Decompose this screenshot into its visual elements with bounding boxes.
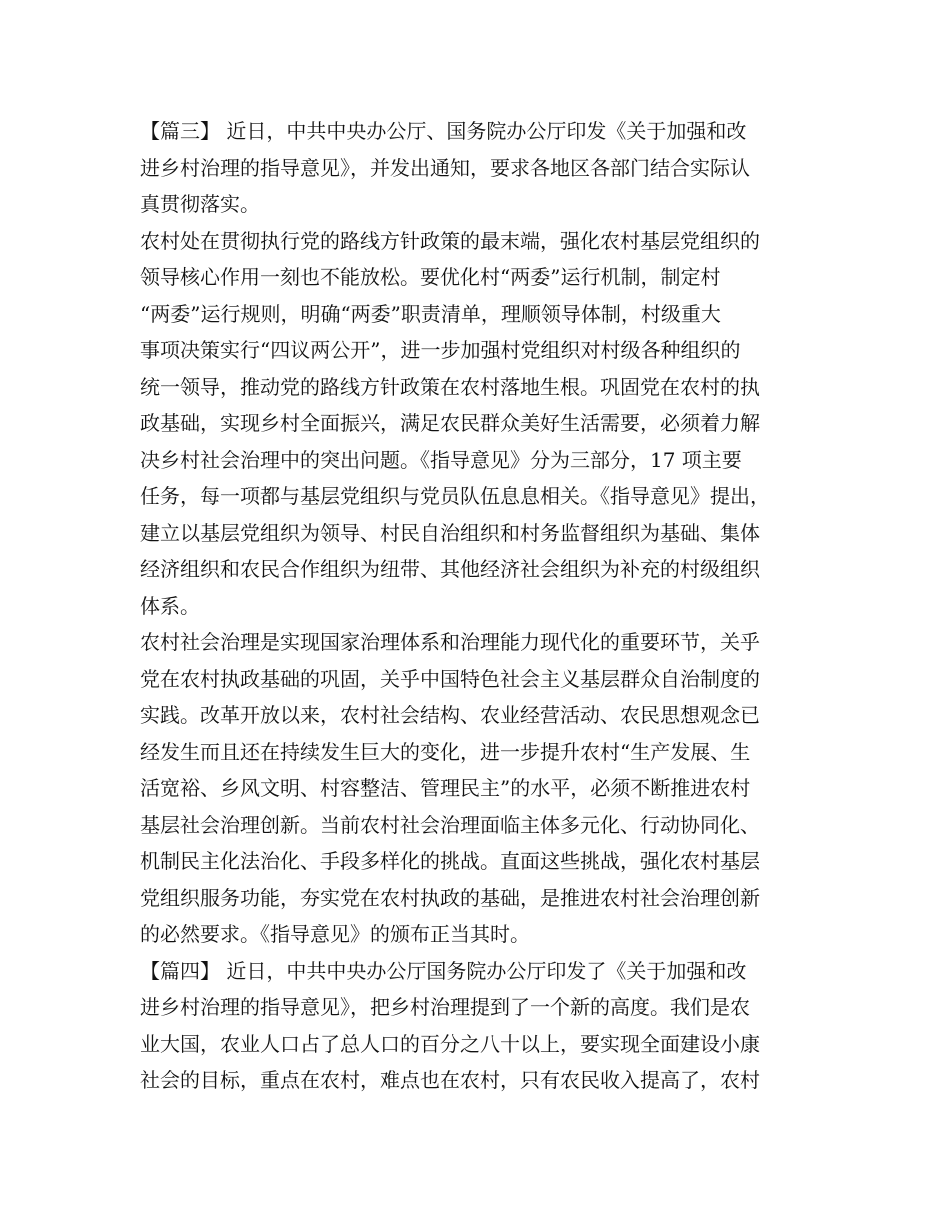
paragraph-section-four-intro [140,953,820,1099]
text-line: 党组织服务功能，夯实党在农村执政的基础，是推进农村社会治理创新 [140,885,760,910]
text-line: 机制民主化法治化、手段多样化的挑战。直面这些挑战，强化农村基层 [140,849,760,873]
text-line: “两委”运行规则，明确“两委”职责清单，理顺领导体制，村级重大 [140,301,721,326]
text-line: 经济组织和农民合作组织为纽带、其他经济社会组织为补充的村级组织 [140,557,760,581]
text-line: 业大国，农业人口占了总人口的百分之八十以上，要实现全面建设小康 [140,1031,760,1056]
text-line: 进乡村治理的指导意见》，把乡村治理提到了一个新的高度。我们是农 [140,995,750,1019]
text-line: 的必然要求。《指导意见》的颁布正当其时。 [140,922,530,946]
text-line: 进乡村治理的指导意见》，并发出通知，要求各地区各部门结合实际认 [140,155,750,180]
text-line: 建立以基层党组织为领导、村民自治组织和村务监督组织为基础、集体 [140,520,760,545]
text-line: 党在农村执政基础的巩固，关乎中国特色社会主义基层群众自治制度的 [140,666,760,691]
text-line: 真贯彻落实。 [140,192,260,216]
text-line: 事项决策实行“四议两公开”，进一步加强村党组织对村级各种组织的 [140,338,741,362]
text-line: 【篇四】 近日，中共中央办公厅国务院办公厅印发了《关于加强和改 [140,958,747,983]
paragraph-social-governance [140,624,820,953]
text-line: 统一领导，推动党的路线方针政策在农村落地生根。巩固党在农村的执 [140,374,760,399]
text-line: 经发生而且还在持续发生巨大的变化，进一步提升农村“生产发展、生 [140,739,751,764]
paragraph-party-leadership [140,223,820,625]
text-line: 政基础，实现乡村全面振兴，满足农民群众美好生活需要，必须着力解 [140,411,760,435]
text-line: 活宽裕、乡风文明、村容整洁、管理民主”的水平，必须不断推进农村 [140,776,751,800]
text-line: 农村处在贯彻执行党的路线方针政策的最末端，强化农村基层党组织的 [140,228,760,253]
document-body [140,113,820,1099]
text-line: 领导核心作用一刻也不能放松。要优化村“两委”运行机制，制定村 [140,265,721,289]
text-line: 农村社会治理是实现国家治理体系和治理能力现代化的重要环节，关乎 [140,630,760,654]
text-line: 任务，每一项都与基层党组织与党员队伍息息相关。《指导意见》提出， [140,484,770,508]
text-line: 【篇三】 近日，中共中央办公厅、国务院办公厅印发《关于加强和改 [140,119,747,143]
paragraph-section-three-intro [140,113,820,223]
text-line: 决乡村社会治理中的突出问题。《指导意见》分为三部分，17 项主要 [140,447,742,472]
text-line: 实践。改革开放以来，农村社会结构、农业经营活动、农民思想观念已 [140,703,760,727]
text-line: 社会的目标，重点在农村，难点也在农村，只有农民收入提高了，农村 [140,1068,760,1092]
text-line: 体系。 [140,593,200,618]
text-line: 基层社会治理创新。当前农村社会治理面临主体多元化、行动协同化、 [140,812,760,837]
